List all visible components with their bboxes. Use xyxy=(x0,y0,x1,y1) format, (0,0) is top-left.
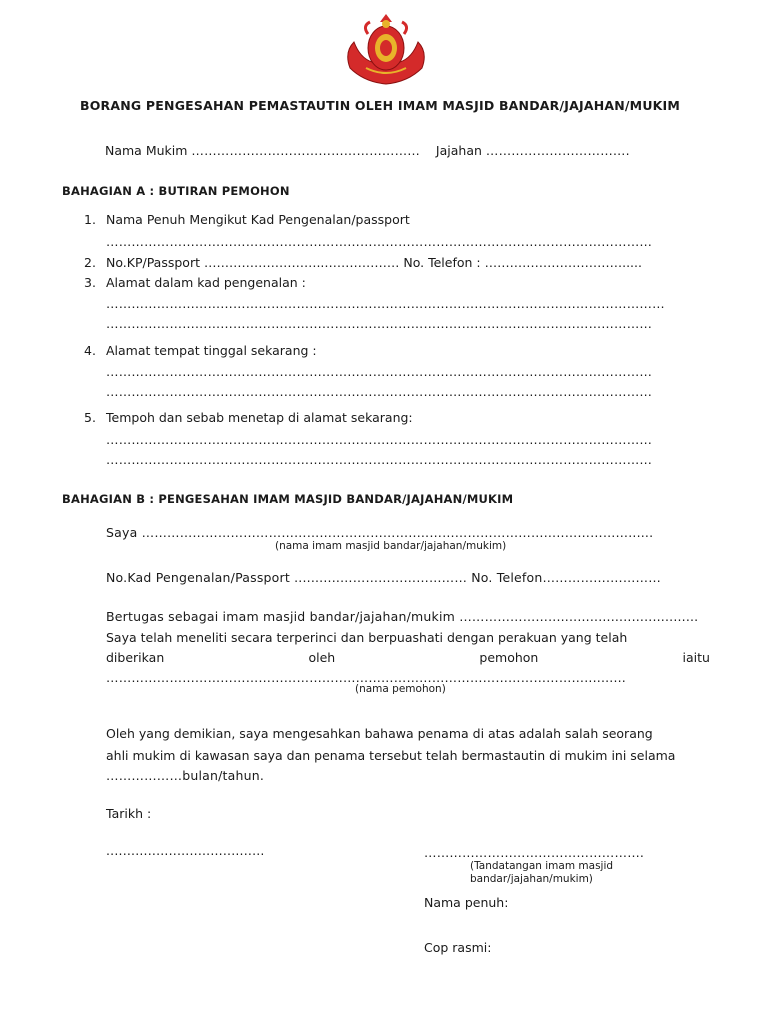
crest-emblem-icon xyxy=(340,12,432,88)
ic-address-field-2[interactable]: ………………………………………………………………………………………………………………… xyxy=(106,316,653,331)
meneliti-text: Saya telah meneliti secara terperinci dan berpuashati dengan perakuan yang telah xyxy=(106,630,628,645)
mukim-label: Nama Mukim xyxy=(105,143,188,158)
applicant-name-field[interactable]: ………………………………………………..………………………………………………….......... xyxy=(106,670,626,685)
date-field[interactable]: ...................................... xyxy=(106,843,265,858)
section-b-heading: BAHAGIAN B : PENGESAHAN IMAM MASJID BANDAR/JAJAHAN/MUKIM xyxy=(62,492,514,506)
signature-caption-2: bandar/jajahan/mukim) xyxy=(470,873,593,885)
item-3: 3. Alamat dalam kad pengenalan : xyxy=(84,275,306,290)
item-4: 4. Alamat tempat tinggal sekarang : xyxy=(84,343,317,358)
form-title: BORANG PENGESAHAN PEMASTAUTIN OLEH IMAM MASJID BANDAR/JAJAHAN/MUKIM xyxy=(80,98,681,113)
duration-field-2[interactable]: ………………………………………………………………………………………………………………… xyxy=(106,452,653,467)
item-3-label: Alamat dalam kad pengenalan : xyxy=(106,275,306,290)
diberikan-line: diberikan oleh pemohon iaitu xyxy=(106,650,710,665)
signature-caption-1: (Tandatangan imam masjid xyxy=(470,860,614,872)
declaration-line-2: ahli mukim di kawasan saya dan penama tersebut telah bermastautin di mukim ini selama xyxy=(106,748,676,763)
item-4-label: Alamat tempat tinggal sekarang : xyxy=(106,343,317,358)
mukim-field[interactable]: ……………………………………………… xyxy=(191,143,421,158)
item-5: 5. Tempoh dan sebab menetap di alamat sekarang: xyxy=(84,410,413,425)
current-address-field-1[interactable]: ………………………………………………………………………………………………………………… xyxy=(106,364,653,379)
duration-field-1[interactable]: ………………………………………………………………………………………………………………… xyxy=(106,432,653,447)
applicant-name-caption: (nama pemohon) xyxy=(355,683,446,695)
item-1: 1. Nama Penuh Mengikut Kad Pengenalan/passport xyxy=(84,212,410,227)
section-a-heading: BAHAGIAN A : BUTIRAN PEMOHON xyxy=(62,184,290,198)
current-address-field-2[interactable]: ………………………………………………………………………………………………………………… xyxy=(106,384,653,399)
ic-phone-field[interactable]: No.KP/Passport ………………………..……………… No. Telefon : ……………………………..... xyxy=(106,255,642,270)
item-1-label: Nama Penuh Mengikut Kad Pengenalan/passport xyxy=(106,212,410,227)
item-5-label: Tempoh dan sebab menetap di alamat sekarang: xyxy=(106,410,413,425)
imam-name-caption: (nama imam masjid bandar/jajahan/mukim) xyxy=(275,540,507,552)
full-name-label: Nama penuh: xyxy=(424,895,509,910)
bertugas-field[interactable]: Bertugas sebagai imam masjid bandar/jajahan/mukim ………………….................................... xyxy=(106,609,699,624)
duration-months-field[interactable]: ………………bulan/tahun. xyxy=(106,768,265,783)
item-2: 2. No.KP/Passport ………………………..……………… No. Telefon : ……………………………..... xyxy=(84,255,642,270)
declaration-line-1: Oleh yang demikian, saya mengesahkan bahawa penama di atas adalah salah seorang xyxy=(106,726,653,741)
mukim-line xyxy=(105,143,630,158)
ic-address-field-1[interactable]: …………………………………………………………………………………………………………………… xyxy=(106,296,665,311)
signature-field[interactable]: ……………………………………………. xyxy=(424,845,645,860)
official-stamp-label: Cop rasmi: xyxy=(424,940,492,955)
name-field[interactable]: ………………………………………………………………………………………………………………… xyxy=(106,234,653,249)
imam-name-field[interactable]: Saya ………………………………………………………..……………………………..……………...... xyxy=(106,525,654,540)
date-label: Tarikh : xyxy=(106,806,152,821)
jajahan-field[interactable]: ……………………………. xyxy=(485,143,630,158)
imam-ic-phone-field[interactable]: No.Kad Pengenalan/Passport ...........………………………… No. Telefon…………….………… xyxy=(106,570,661,585)
jajahan-label: Jajahan xyxy=(435,143,482,158)
